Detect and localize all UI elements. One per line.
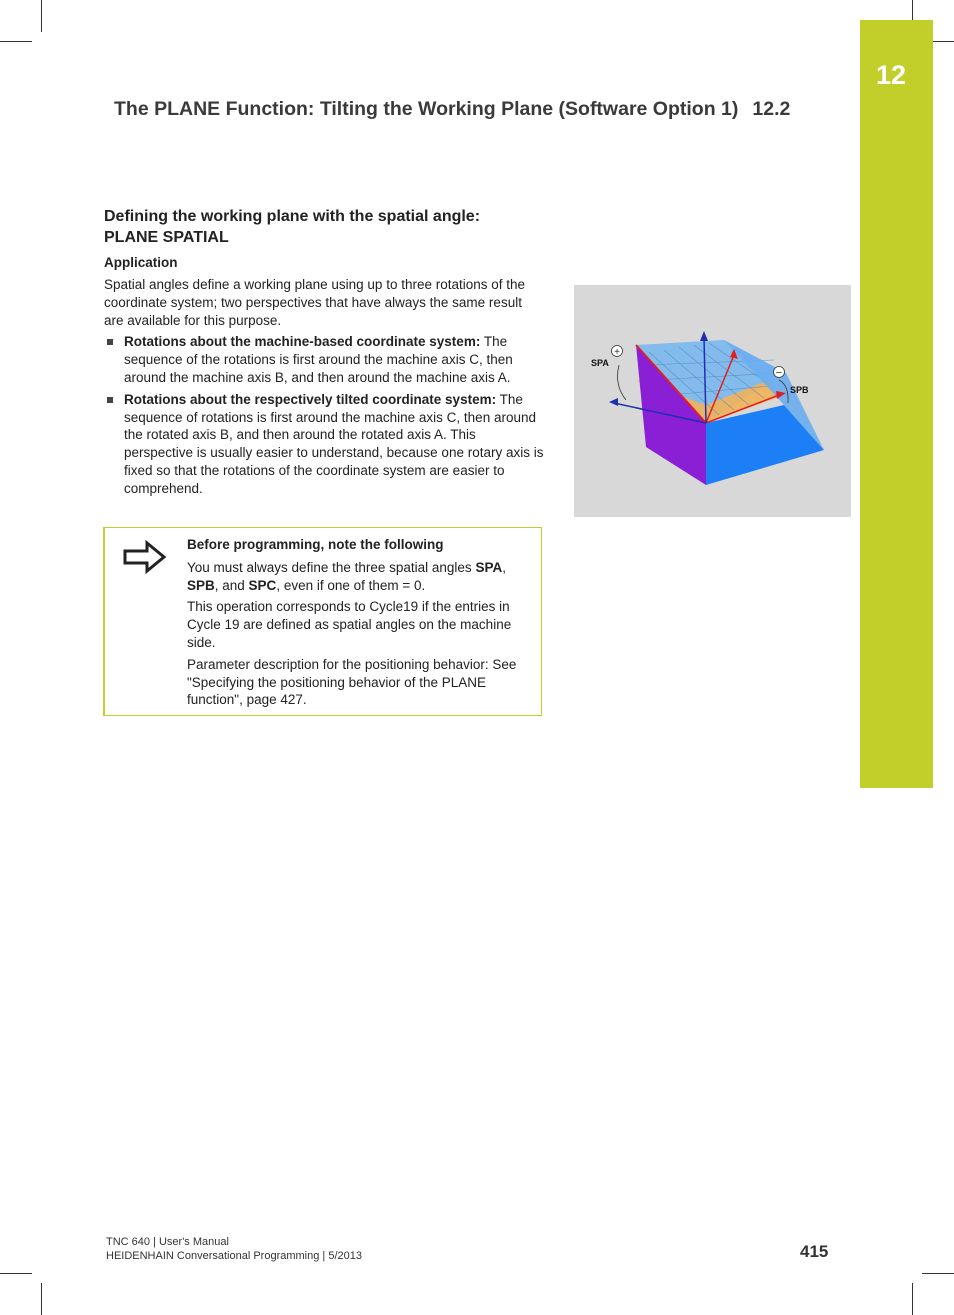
note-paragraph: This operation corresponds to Cycle19 if the entries in Cycle 19 are defined as spatial angles on the machine side. xyxy=(187,599,512,650)
arrow-right-icon xyxy=(123,540,167,574)
note-code-spa: SPA xyxy=(475,559,503,575)
note-text: You must always define the three spatial angles xyxy=(187,559,476,575)
minus-label: − xyxy=(775,367,783,379)
crop-mark xyxy=(41,1283,42,1315)
crop-mark xyxy=(41,0,42,32)
note-body xyxy=(187,536,532,713)
list-item xyxy=(104,333,544,386)
bullet-bold: Rotations about the machine-based coordinate system: xyxy=(124,334,481,350)
bullet-square-icon xyxy=(107,397,113,403)
bullet-text: The sequence of rotations is first around the machine axis C, then around the rotated axis B, and then around the rotated axis A. This perspective is usually easier to understand, because one rotary axis is fixed so that the rotations of the coordinate system are easier to comprehend. xyxy=(124,391,544,496)
bullet-list xyxy=(104,333,544,497)
bullet-square-icon xyxy=(107,339,113,345)
crop-mark xyxy=(922,1273,954,1274)
intro-paragraph: Spatial angles define a working plane using up to three rotations of the coordinate system; two perspectives that have always the same result are available for this purpose. xyxy=(104,277,526,328)
footer xyxy=(106,1235,362,1263)
footer-line1: TNC 640 | User's Manual xyxy=(106,1236,229,1248)
section-heading-line1: Defining the working plane with the spatial angle: xyxy=(104,208,481,225)
note-lead: Before programming, note the following xyxy=(187,537,444,552)
chapter-tab xyxy=(860,20,933,788)
crop-mark xyxy=(0,41,32,42)
note-code-spc: SPC xyxy=(248,577,277,593)
spb-label: SPB xyxy=(790,385,809,395)
section-heading-line2: PLANE SPATIAL xyxy=(104,229,229,246)
header-title: The PLANE Function: Tilting the Working Plane (Software Option 1) xyxy=(114,98,739,120)
section-heading xyxy=(104,206,544,248)
crop-mark xyxy=(912,1283,913,1315)
note-box xyxy=(103,527,542,716)
crop-mark xyxy=(0,1273,32,1274)
footer-line2: HEIDENHAIN Conversational Programming | 5/2013 xyxy=(106,1250,362,1262)
bullet-bold: Rotations about the respectively tilted coordinate system: xyxy=(124,391,497,407)
note-text: , and xyxy=(214,577,249,593)
header-section-number: 12.2 xyxy=(752,98,791,120)
page-number: 415 xyxy=(800,1242,829,1261)
note-paragraph xyxy=(187,559,532,595)
note-text: , xyxy=(502,559,506,575)
main-content xyxy=(104,206,544,502)
note-paragraph: Parameter description for the positioning behavior: See "Specifying the positioning behavior of the PLANE function", page 427. xyxy=(187,656,517,708)
note-code-spb: SPB xyxy=(187,577,215,593)
bullet-text: The sequence of the rotations is first around the machine axis C, then around the machine axis B, and then around the machine axis A. xyxy=(124,334,513,385)
running-header xyxy=(114,98,834,121)
subheading: Application xyxy=(104,255,178,270)
plus-label: + xyxy=(614,347,620,358)
figure-illustration xyxy=(574,285,851,517)
list-item xyxy=(104,391,544,498)
chapter-number: 12 xyxy=(875,60,907,90)
spatial-angle-figure xyxy=(574,285,851,517)
spa-label: SPA xyxy=(591,358,609,368)
note-text: , even if one of them = 0. xyxy=(276,577,426,593)
